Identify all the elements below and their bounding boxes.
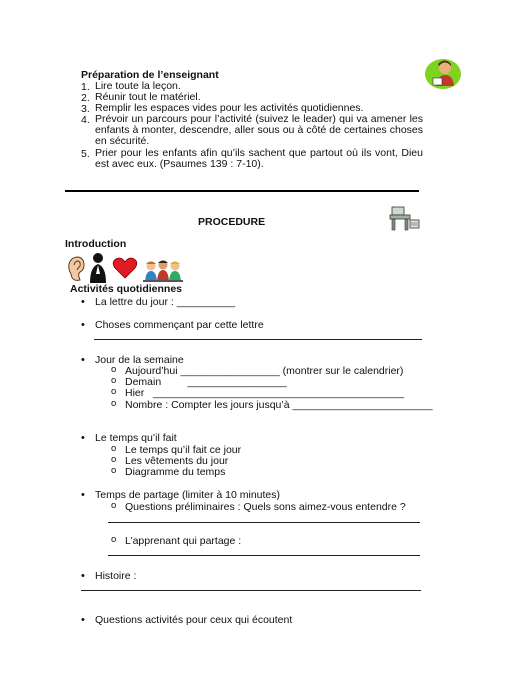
answer-line-learner[interactable] [108, 555, 420, 556]
prep-num-3: 3. [81, 103, 90, 115]
sub-count-days: o Nombre : Compter les jours jusqu’à ________________________ [125, 399, 433, 411]
answer-line-story[interactable] [81, 590, 421, 591]
prep-item-3: Remplir les espaces vides pour les activités quotidiennes. [95, 102, 364, 114]
bullet-weather: • Le temps qu’il fait [95, 432, 177, 444]
prep-num-4: 4. [81, 114, 90, 126]
sub-prelim-questions: o Questions préliminaires : Quels sons aimez-vous entendre ? [125, 501, 406, 513]
sub-weather-diagram: o Diagramme du temps [125, 466, 225, 478]
prep-num-5: 5. [81, 148, 90, 160]
praying-person-icon [86, 252, 110, 284]
bullet-letter-of-day: • La lettre du jour : __________ [95, 296, 235, 308]
children-group-icon [142, 259, 184, 283]
desk-icon [388, 204, 420, 232]
activities-title: Activités quotidiennes [70, 283, 183, 295]
bullet-listener-questions: • Questions activités pour ceux qui écoutent [95, 614, 292, 626]
introduction-title: Introduction [65, 238, 127, 250]
sub-today: o Aujourd’hui _________________ (montrer sur le calendrier) [125, 365, 403, 377]
sub-yesterday: o Hier ___________________________________________ [125, 387, 404, 399]
prep-item-5: Prier pour les enfants afin qu’ils sachent que partout où ils vont, Dieu est avec eux. (Psaumes 139 : 7-10). [95, 147, 423, 170]
prep-item-2: Réunir tout le matériel. [95, 91, 201, 103]
teacher-prep-title: Préparation de l’enseignant [81, 69, 219, 81]
answer-line-prelim[interactable] [108, 522, 420, 523]
answer-line-things[interactable] [94, 339, 422, 340]
sub-tomorrow: o Demain _________________ [125, 376, 287, 388]
section-divider [65, 190, 419, 192]
prep-num-1: 1. [81, 81, 90, 93]
bullet-weekday: • Jour de la semaine [95, 354, 184, 366]
bullet-story: • Histoire : [95, 570, 136, 582]
sub-weather-clothes: o Les vêtements du jour [125, 455, 228, 467]
prep-item-4: Prévoir un parcours pour l’activité (suivez le leader) qui va amener les enfants à monter, descendre, aller sous ou à côté de certaines choses en sécurité. [95, 113, 423, 147]
bullet-things-letter: • Choses commençant par cette lettre [95, 319, 264, 331]
ear-icon [66, 255, 86, 283]
teacher-icon [424, 56, 462, 90]
procedure-title: PROCEDURE [198, 216, 266, 228]
heart-icon [112, 256, 138, 280]
bullet-sharing-time: • Temps de partage (limiter à 10 minutes) [95, 489, 280, 501]
prep-num-2: 2. [81, 92, 90, 104]
sub-learner-sharing: o L’apprenant qui partage : [125, 535, 241, 547]
prep-item-1: Lire toute la leçon. [95, 80, 181, 92]
sub-weather-today: o Le temps qu’il fait ce jour [125, 444, 241, 456]
